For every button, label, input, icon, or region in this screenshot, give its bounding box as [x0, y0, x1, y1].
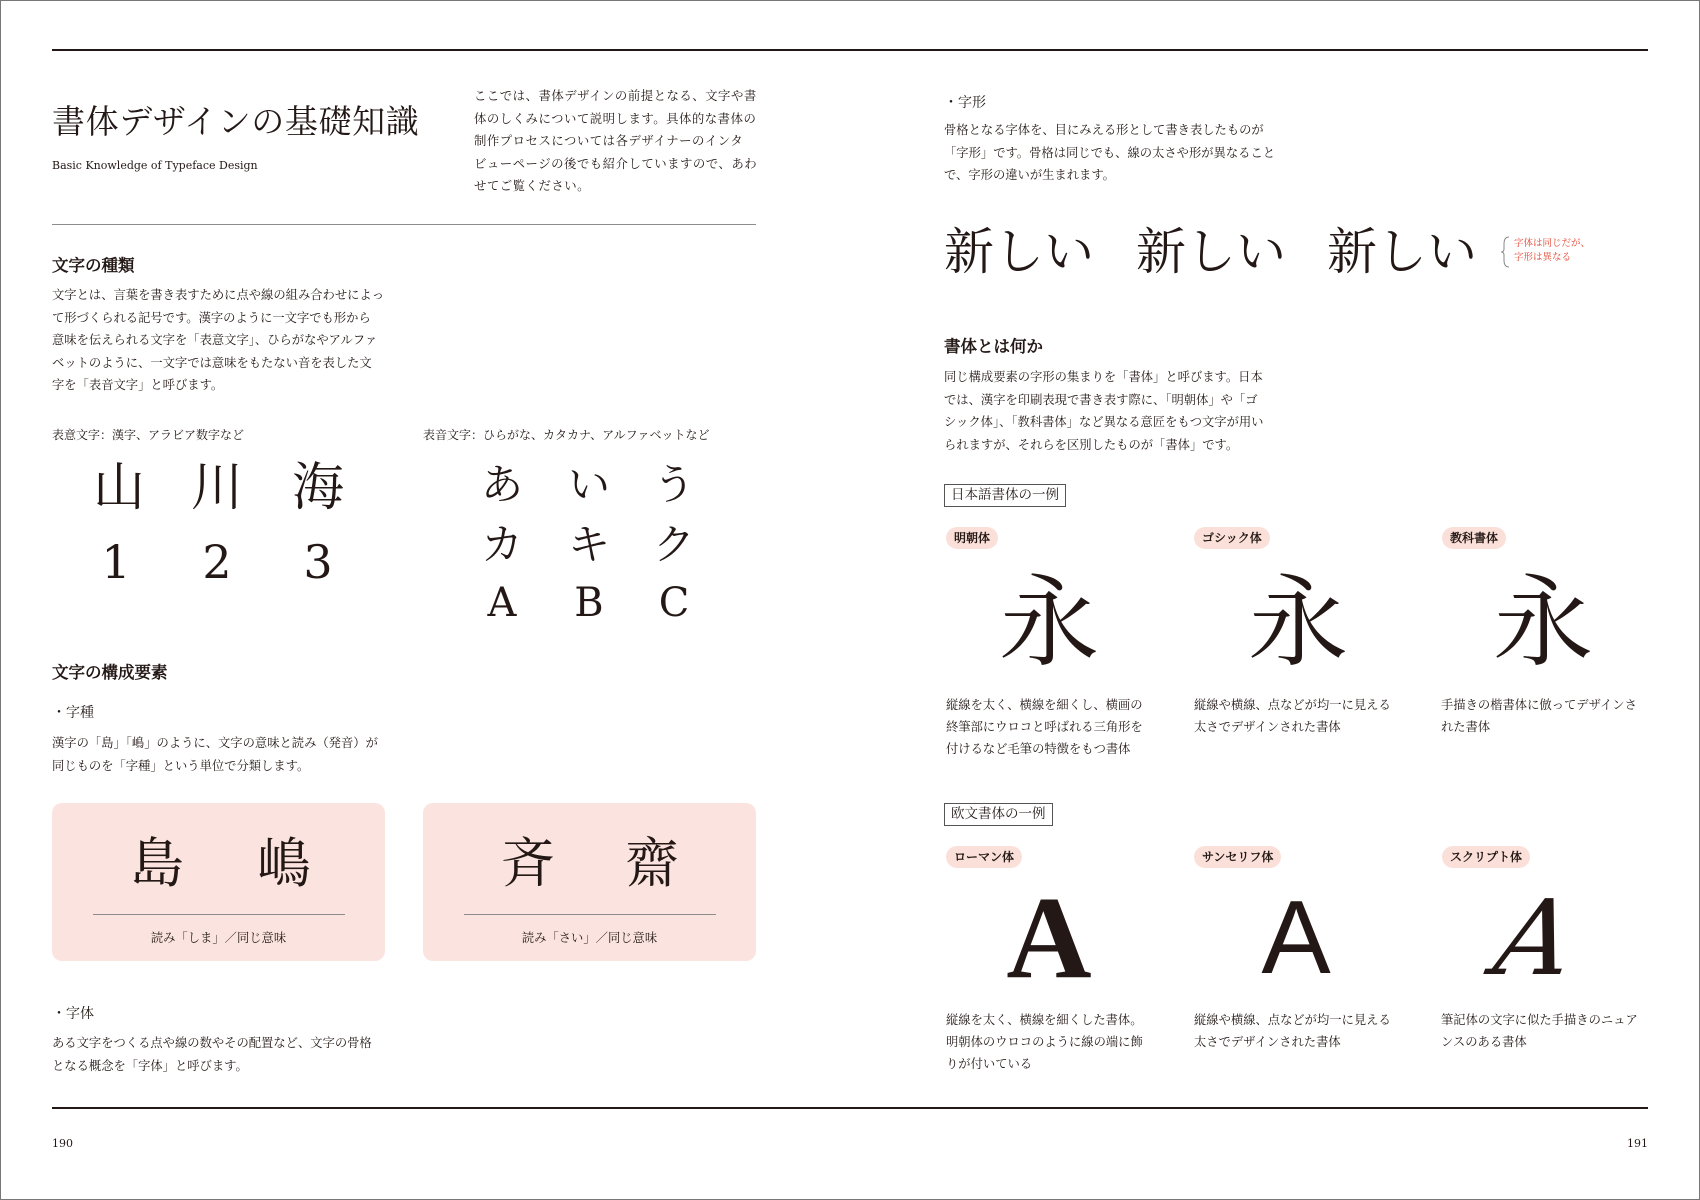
- example-panel: [423, 803, 756, 961]
- annotation-note: [1514, 237, 1590, 265]
- example-caption: 読み「しま」／同じ意味: [150, 931, 287, 945]
- page-number-left: 190: [52, 1137, 73, 1150]
- bottom-rule: [52, 1107, 1648, 1109]
- typeface-tag: サンセリフ体: [1194, 846, 1281, 868]
- section-heading-elements: 文字の構成要素: [52, 663, 168, 682]
- page-subtitle: Basic Knowledge of Typeface Design: [52, 159, 258, 172]
- subheading-jishu: ・字種: [52, 705, 94, 721]
- panel-divider: [464, 914, 716, 915]
- text-line: シック体」、「教科書体」など異なる意匠をもつ文字が用い: [944, 415, 1264, 430]
- section-heading-kinds: 文字の種類: [52, 256, 135, 275]
- glyph-form-sample: 新しい: [944, 223, 1094, 281]
- example-panel: [52, 803, 385, 961]
- text-line: 漢字の「島」「嶋」のように、文字の意味と読み（発音）が: [52, 736, 378, 750]
- ideographic-glyph: 山: [92, 458, 145, 518]
- ideographic-glyph: 海: [291, 458, 344, 518]
- text-line: 字を「表音文字」と呼びます。: [52, 378, 224, 393]
- page-number-right: 191: [1627, 1137, 1648, 1150]
- jikei-paragraph: [944, 119, 1275, 187]
- text-line: て形づくられる記号です。漢字のように一文字でも形から: [52, 310, 371, 325]
- ideographic-glyph: 1: [101, 535, 131, 589]
- example-glyph: 斉: [501, 832, 555, 895]
- text-line: ンスのある書体: [1441, 1035, 1527, 1049]
- ideographic-glyph: 3: [303, 535, 333, 589]
- text-line: 付けるなど毛筆の特徴をもつ書体: [946, 742, 1131, 756]
- text-line: 縦線を太く、横線を細くした書体。: [946, 1013, 1143, 1027]
- typeface-tag: 明朝体: [946, 527, 998, 549]
- shotai-paragraph: [944, 366, 1263, 456]
- typeface-description: [1441, 694, 1637, 738]
- glyph-form-sample: 新しい: [1136, 223, 1286, 281]
- western-examples-label: 欧文書体の一例: [944, 803, 1053, 826]
- text-line: 手描きの楷書体に倣ってデザインさ: [1441, 698, 1637, 712]
- phonetic-glyph: C: [658, 580, 690, 626]
- text-line: 縦線を太く、横線を細くし、横画の: [946, 698, 1143, 712]
- intro-paragraph: [474, 85, 757, 198]
- mincho-glyph: 永: [999, 564, 1099, 681]
- text-line: せてご覧ください。: [474, 178, 591, 194]
- typeface-tag: スクリプト体: [1442, 846, 1530, 868]
- text-line: 筆記体の文字に似た手描きのニュア: [1441, 1013, 1638, 1027]
- text-line: で、字形の違いが生まれます。: [944, 168, 1115, 183]
- text-line: 骨格となる字体を、目にみえる形として書き表したものが: [944, 123, 1264, 137]
- text-line: 縦線や横線、点などが均一に見える: [1194, 698, 1391, 712]
- typeface-description: [946, 694, 1143, 760]
- jishu-paragraph: [52, 732, 378, 777]
- glyph-form-sample: 新しい: [1327, 223, 1477, 281]
- phonetic-glyph: キ: [567, 520, 610, 569]
- text-line: 明朝体のウロコのように線の端に飾: [946, 1035, 1143, 1049]
- ideographic-glyph: 川: [190, 458, 243, 518]
- typeface-tag: ローマン体: [946, 846, 1022, 868]
- typeface-description: [946, 1009, 1143, 1075]
- gothic-glyph: 永: [1248, 564, 1348, 681]
- ideographic-label: 表意文字：漢字、アラビア数字など: [52, 428, 245, 442]
- subheading-jitai: ・字体: [52, 1006, 94, 1022]
- typeface-description: [1441, 1009, 1638, 1053]
- text-line: りが付いている: [946, 1057, 1033, 1071]
- phonetic-glyph: A: [487, 580, 517, 626]
- example-glyph: 島: [130, 832, 184, 895]
- typeface-description: [1194, 1009, 1391, 1053]
- brace-icon: [1500, 236, 1512, 268]
- phonetic-glyph: あ: [480, 460, 523, 509]
- text-line: ある文字をつくる点や線の数やその配置など、文字の骨格: [52, 1036, 372, 1050]
- typeface-description: [1194, 694, 1391, 738]
- subheading-jikei: ・字形: [944, 95, 986, 111]
- section-heading-shotai: 書体とは何か: [944, 337, 1043, 356]
- panel-divider: [93, 914, 345, 915]
- text-line: 同じ構成要素の字形の集まりを「書体」と呼びます。日本: [944, 370, 1263, 384]
- phonetic-label: 表音文字：ひらがな、カタカナ、アルファベットなど: [423, 428, 710, 442]
- text-line: ベットのように、一文字では意味をもたない音を表した文: [52, 355, 372, 370]
- example-caption: 読み「さい」／同じ意味: [521, 931, 658, 945]
- text-line: ビューページの後でも紹介していますので、あわ: [474, 155, 758, 171]
- roman-glyph: A: [1006, 872, 1092, 1003]
- text-line: られますが、それらを区別したものが「書体」です。: [944, 437, 1239, 452]
- note-line: 字形は異なる: [1514, 252, 1572, 263]
- text-line: 体のしくみについて説明します。具体的な書体の: [474, 110, 757, 126]
- text-line: 太さでデザインされた書体: [1194, 720, 1341, 734]
- text-line: 「字形」です。骨格は同じでも、線の太さや形が異なること: [944, 145, 1276, 160]
- kinds-paragraph: [52, 284, 384, 397]
- sans-serif-glyph: A: [1261, 880, 1331, 996]
- text-line: となる概念を「字体」と呼びます。: [52, 1058, 248, 1073]
- phonetic-glyph: い: [567, 460, 610, 509]
- note-line: 字体は同じだが、: [1514, 238, 1591, 249]
- phonetic-glyph: カ: [480, 520, 523, 569]
- typeface-tag: ゴシック体: [1194, 527, 1270, 549]
- text-line: 縦線や横線、点などが均一に見える: [1194, 1013, 1391, 1027]
- jitai-paragraph: [52, 1032, 372, 1077]
- section-divider: [52, 224, 756, 225]
- text-line: れた書体: [1441, 720, 1491, 734]
- text-line: 終筆部にウロコと呼ばれる三角形を: [946, 720, 1143, 734]
- example-glyph: 齋: [625, 832, 679, 895]
- top-rule: [52, 49, 1648, 51]
- text-line: ここでは、書体デザインの前提となる、文字や書: [474, 88, 757, 103]
- japanese-examples-label: 日本語書体の一例: [944, 484, 1066, 507]
- phonetic-glyph: う: [652, 460, 695, 509]
- text-line: 意味を伝えられる文字を「表意文字」、ひらがなやアルファ: [52, 333, 378, 348]
- textbook-glyph: 永: [1493, 564, 1593, 681]
- text-line: 文字とは、言葉を書き表すために点や線の組み合わせによっ: [52, 288, 385, 302]
- phonetic-glyph: B: [574, 580, 604, 626]
- typeface-tag: 教科書体: [1442, 527, 1506, 549]
- ideographic-glyph: 2: [202, 535, 232, 589]
- example-glyph: 嶋: [257, 832, 311, 895]
- text-line: 同じものを「字種」という単位で分類します。: [52, 758, 310, 773]
- page-title: 書体デザインの基礎知識: [52, 102, 420, 141]
- text-line: 太さでデザインされた書体: [1194, 1035, 1341, 1049]
- script-glyph: A: [1486, 877, 1584, 999]
- text-line: では、漢字を印刷表現で書き表す際に、「明朝体」や「ゴ: [944, 392, 1258, 407]
- phonetic-glyph: ク: [652, 520, 695, 569]
- text-line: 制作プロセスについては各デザイナーのインタ: [474, 133, 744, 149]
